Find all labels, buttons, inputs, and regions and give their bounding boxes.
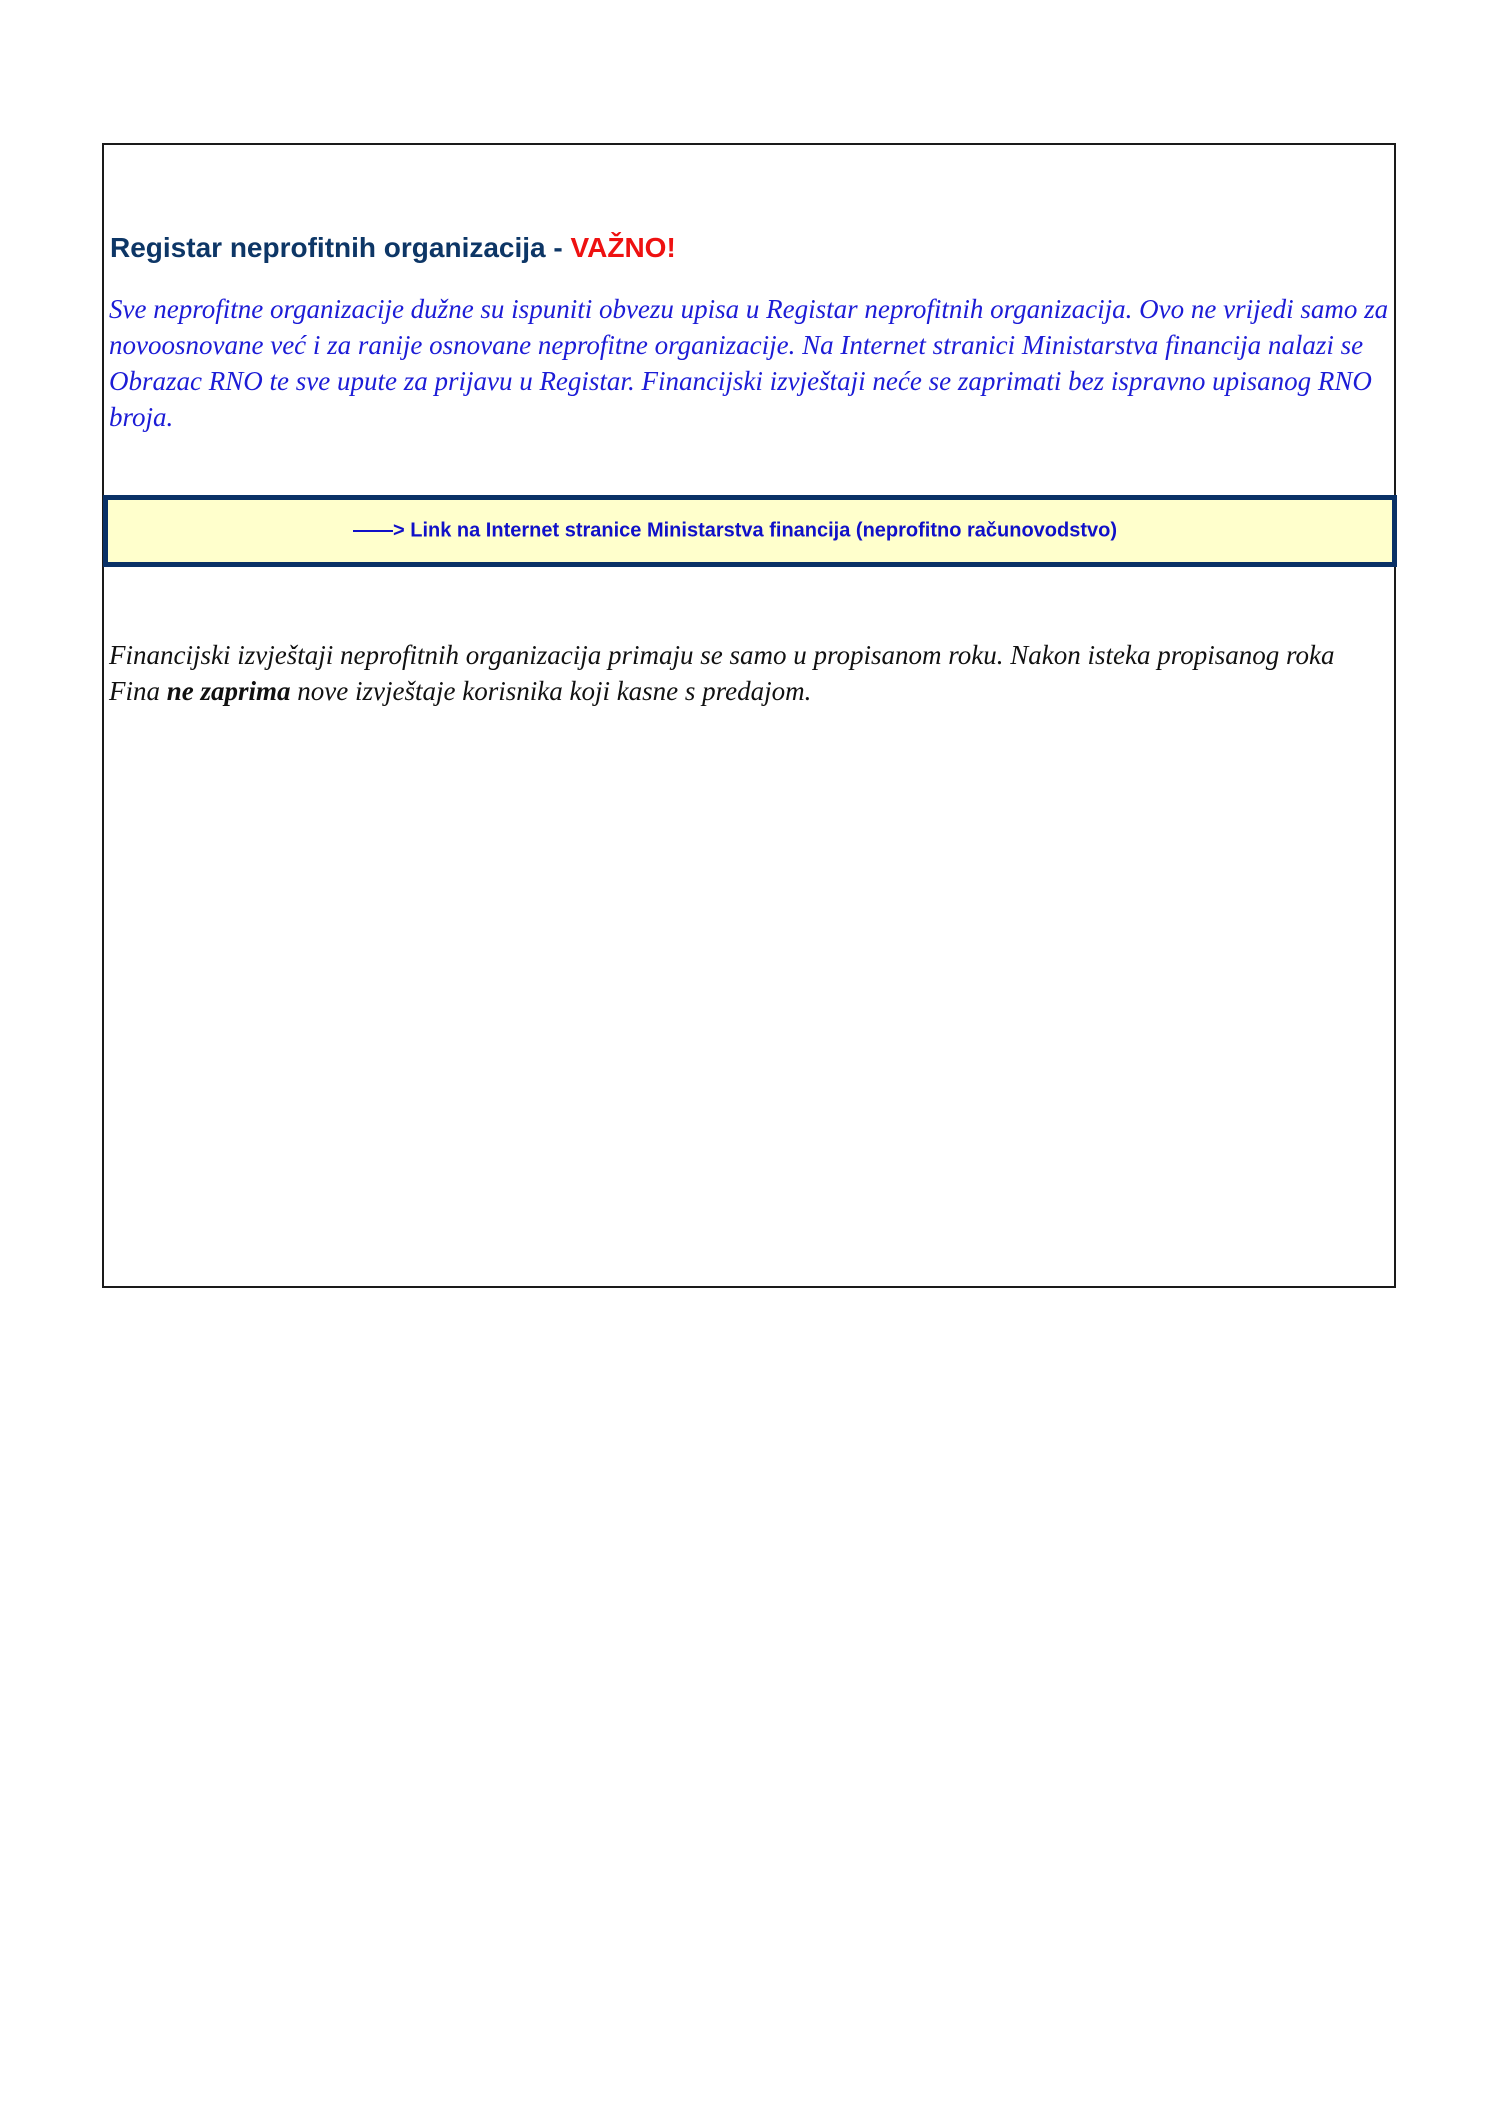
notice-frame — [102, 143, 1396, 1288]
ministry-link-bar[interactable] — [103, 495, 1397, 567]
ministry-finance-link[interactable]: ——> Link na Internet stranice Ministarstva financija (neprofitno računovodstvo) — [353, 519, 1118, 542]
deadline-text-part1: Financijski izvještaji neprofitnih organizacija primaju se samo u propisanom roku. Nakon isteka propisanog roka Fina — [109, 640, 1335, 706]
deadline-notice — [109, 637, 1389, 709]
deadline-emphasis: ne zaprima — [166, 676, 291, 706]
deadline-text-part2: nove izvještaje korisnika koji kasne s predajom. — [290, 676, 812, 706]
title-text: Registar neprofitnih organizacija - — [110, 232, 571, 263]
important-label: VAŽNO! — [570, 232, 676, 263]
page-title — [110, 231, 676, 265]
registry-notice: Sve neprofitne organizacije dužne su ispuniti obvezu upisa u Registar neprofitnih organizacija. Ovo ne vrijedi samo za novoosnovane već i za ranije osnovane neprofitne organizacije. Na Internet stranici Ministarstva financija nalazi se Obrazac RNO te sve upute za prijavu u Registar. Financijski izvještaji neće se zaprimati bez ispravno upisanog RNO broja. — [109, 294, 1389, 432]
